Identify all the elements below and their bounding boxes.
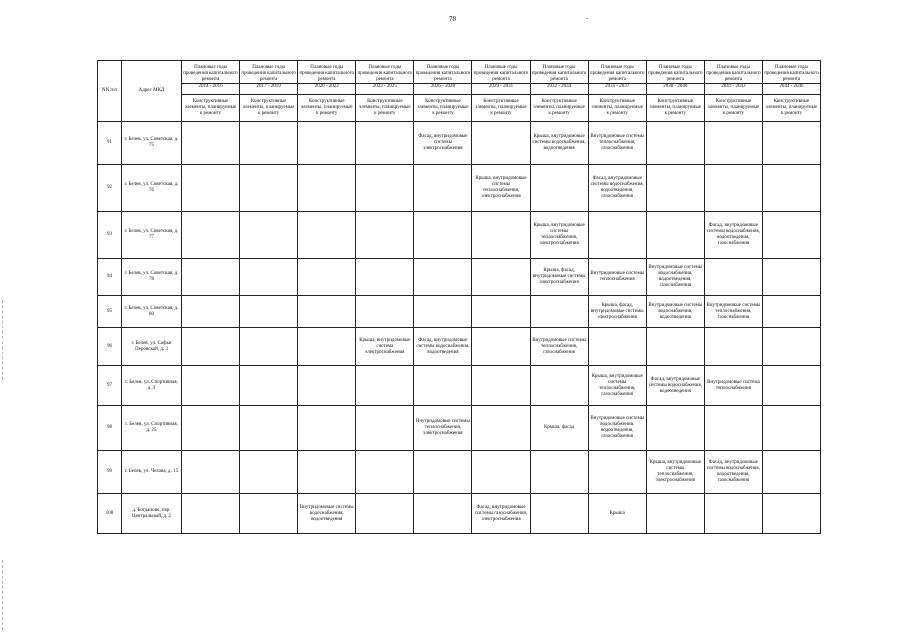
repair-cell: Фасад, внутридомовые системы газоснабжения, электроснабжения — [472, 494, 530, 534]
repair-cell — [646, 212, 704, 259]
row-address: г. Белев, ул. Советская, д. 77 — [122, 212, 182, 259]
table-row — [98, 212, 821, 259]
repair-cell: Внутридомовые системы теплоснабжения, газоснабжения — [704, 296, 762, 328]
period-years: 2014 - 2016 — [182, 83, 239, 90]
header-period — [762, 61, 820, 95]
header-period — [646, 61, 704, 95]
repair-cell — [182, 296, 240, 328]
repair-cell — [530, 296, 588, 328]
repair-cell — [472, 296, 530, 328]
repair-cell — [356, 165, 414, 212]
repair-cell — [240, 366, 298, 406]
repair-cell — [182, 366, 240, 406]
repair-cell — [298, 296, 356, 328]
period-label: Плановые годы проведения капитального ремонта — [531, 65, 587, 82]
repair-cell — [762, 122, 820, 165]
row-number: 98 — [98, 406, 122, 451]
repair-cell: Крыша, фасад, внутридомовые системы электроснабжения — [588, 296, 646, 328]
header-period — [240, 61, 298, 95]
header-elements: Конструктивные элементы, планируемые к ремонту — [588, 95, 646, 122]
row-address: г. Белев, ул. Чехова, д. 15 — [122, 451, 182, 494]
repair-cell — [530, 494, 588, 534]
repair-cell — [356, 366, 414, 406]
repair-cell — [472, 259, 530, 296]
repair-cell — [472, 328, 530, 366]
table-row — [98, 328, 821, 366]
row-address: г. Белев, ул. Софьи Перовской, д. 3 — [122, 328, 182, 366]
repair-cell — [704, 328, 762, 366]
repair-cell — [240, 451, 298, 494]
row-number: 99 — [98, 451, 122, 494]
row-number: 96 — [98, 328, 122, 366]
scan-edge — [2, 560, 4, 630]
header-elements: Конструктивные элементы, планируемые к ремонту — [414, 95, 472, 122]
repair-cell: Фасад, внутридомовые системы водоснабжения, водоотведения, газоснабжения — [704, 212, 762, 259]
repair-cell: Фасад, внутридомовые системы электроснабжения — [414, 122, 472, 165]
repair-cell — [762, 259, 820, 296]
repair-cell — [182, 406, 240, 451]
repair-cell — [298, 165, 356, 212]
repair-cell — [182, 212, 240, 259]
repair-cell: Внутридомовые система теплоснабжения — [704, 366, 762, 406]
repair-cell — [356, 122, 414, 165]
corner-mark: - — [586, 14, 589, 22]
period-years: 2038 - 2040 — [647, 83, 704, 90]
repair-cell — [472, 451, 530, 494]
repair-cell — [588, 212, 646, 259]
repair-cell — [762, 328, 820, 366]
period-years: 2029 - 2031 — [472, 83, 529, 90]
period-label: Плановые годы проведения капитального ремонта — [648, 65, 703, 82]
repair-cell — [298, 366, 356, 406]
repair-cell — [414, 259, 472, 296]
header-elements: Конструктивные элементы, планируемые к ремонту — [356, 95, 414, 122]
repair-cell: Крыша, внутридомовые системы теплоснабжения, электроснабжения — [530, 212, 588, 259]
table-row — [98, 296, 821, 328]
repair-cell: Крыша, внутридомовые системы теплоснабжения, газоснабжения — [588, 366, 646, 406]
repair-cell — [182, 494, 240, 534]
repair-cell: Крыша, внутридомовые системы теплоснабжения, электроснабжения — [472, 165, 530, 212]
repair-cell — [646, 494, 704, 534]
header-period — [588, 61, 646, 95]
repair-cell — [298, 451, 356, 494]
header-elements: Конструктивные элементы, планируемые к ремонту — [530, 95, 588, 122]
repair-cell — [762, 451, 820, 494]
table-row — [98, 165, 821, 212]
period-years: 2017 - 2019 — [240, 83, 297, 90]
row-number: 91 — [98, 122, 122, 165]
header-elements: Конструктивные элементы, планируемые к ремонту — [704, 95, 762, 122]
period-label: Плановые годы проведения капитального ремонта — [183, 65, 238, 82]
repair-cell: Внутридомовые системы водоснабжения, водоотведения, газоснабжения — [588, 406, 646, 451]
period-label: Плановые годы проведения капитального ремонта — [473, 65, 529, 82]
repair-cell — [356, 296, 414, 328]
repair-cell — [704, 259, 762, 296]
row-address: г. Белев, ул. Советская, д. 76 — [122, 165, 182, 212]
row-address: г. Белев, ул. Советская, д. 75 — [122, 122, 182, 165]
row-address: г. Белев, ул. Спортивная, д. 25 — [122, 406, 182, 451]
repair-cell — [762, 494, 820, 534]
repair-cell — [472, 212, 530, 259]
header-period — [530, 61, 588, 95]
page-number: 78 — [449, 15, 456, 23]
repair-cell: Крыша, внутридомовые система электроснабжения — [356, 328, 414, 366]
period-years: 2041 - 2043 — [705, 83, 762, 90]
table-row — [98, 122, 821, 165]
capital-repair-table — [97, 60, 821, 534]
repair-cell — [704, 494, 762, 534]
repair-cell — [240, 494, 298, 534]
repair-cell — [298, 122, 356, 165]
table-row — [98, 451, 821, 494]
repair-cell — [762, 406, 820, 451]
header-elements: Конструктивные элементы, планируемые к ремонту — [762, 95, 820, 122]
repair-cell — [472, 122, 530, 165]
repair-cell: Внутридомовые системы водоснабжения, водоотведения, газоснабжения — [646, 259, 704, 296]
repair-cell — [588, 451, 646, 494]
repair-cell — [356, 494, 414, 534]
period-label: Плановые годы проведения капитального ремонта — [764, 65, 819, 82]
row-number: 95 — [98, 296, 122, 328]
repair-cell — [414, 165, 472, 212]
header-period — [472, 61, 530, 95]
repair-cell: Фасад, внутридомовые системы водоснабжения, водоотведения, газоснабжения — [588, 165, 646, 212]
repair-cell — [414, 451, 472, 494]
repair-cell: Внутридомовые системы водоснабжения, водоотведения — [646, 296, 704, 328]
repair-cell — [240, 296, 298, 328]
repair-cell — [704, 122, 762, 165]
repair-cell — [240, 259, 298, 296]
table-row — [98, 406, 821, 451]
repair-cell — [182, 259, 240, 296]
period-label: Плановые годы проведения капитального ремонта — [589, 65, 645, 82]
row-number: 92 — [98, 165, 122, 212]
header-elements: Конструктивные элементы, планируемые к ремонту — [240, 95, 298, 122]
repair-cell — [588, 328, 646, 366]
period-years: 2035 - 2037 — [589, 83, 646, 90]
header-elements: Конструктивные элементы, планируемые к ремонту — [298, 95, 356, 122]
header-period — [704, 61, 762, 95]
repair-cell — [704, 165, 762, 212]
row-number: 93 — [98, 212, 122, 259]
repair-cell: Крыша, внутридомовые системы теплоснабжения, электроснабжения — [646, 451, 704, 494]
row-address: г. Белев, ул. Советская, д. 78 — [122, 259, 182, 296]
repair-cell — [414, 212, 472, 259]
row-number: 94 — [98, 259, 122, 296]
repair-cell — [646, 406, 704, 451]
repair-cell — [240, 212, 298, 259]
period-years: 2020 - 2022 — [298, 83, 355, 90]
period-label: Плановые годы проведения капитального ремонта — [299, 65, 355, 82]
row-number: 100 — [98, 494, 122, 534]
header-period — [182, 61, 240, 95]
repair-cell — [356, 451, 414, 494]
repair-cell — [472, 366, 530, 406]
repair-cell — [704, 406, 762, 451]
repair-cell — [298, 328, 356, 366]
repair-cell — [182, 451, 240, 494]
repair-cell — [182, 328, 240, 366]
header-elements: Конструктивные элементы, планируемые к ремонту — [182, 95, 240, 122]
header-period — [298, 61, 356, 95]
repair-cell — [762, 212, 820, 259]
repair-cell — [298, 259, 356, 296]
header-elements: Конструктивные элементы, планируемые к ремонту — [472, 95, 530, 122]
header-period — [414, 61, 472, 95]
repair-cell — [530, 366, 588, 406]
table-body — [98, 122, 821, 534]
row-number: 97 — [98, 366, 122, 406]
repair-cell — [240, 328, 298, 366]
period-years: 2044 - 2046 — [763, 83, 820, 90]
repair-cell — [762, 366, 820, 406]
repair-cell — [240, 165, 298, 212]
repair-cell — [356, 406, 414, 451]
repair-cell — [356, 259, 414, 296]
repair-cell — [530, 451, 588, 494]
table-row — [98, 259, 821, 296]
repair-cell — [414, 494, 472, 534]
repair-cell — [414, 296, 472, 328]
repair-cell: Крыша, фасад, внутридомовые системы электроснабжения — [530, 259, 588, 296]
header-num: NN п/п — [98, 61, 122, 122]
repair-cell: Фасад, внутридомовые системы водоснабжения, водоотведения — [646, 366, 704, 406]
row-address: д. Богданово, пер. Центральный, д. 2 — [122, 494, 182, 534]
repair-cell — [240, 122, 298, 165]
scan-edge — [2, 300, 4, 380]
row-address: г. Белев, ул. Советская, д. 80 — [122, 296, 182, 328]
repair-cell — [646, 328, 704, 366]
period-label: Плановые годы проведения капитального ремонта — [241, 65, 296, 82]
repair-cell — [762, 296, 820, 328]
period-label: Плановые годы проведения капитального ремонта — [357, 65, 413, 82]
header-elements: Конструктивные элементы, планируемые к ремонту — [646, 95, 704, 122]
repair-cell — [646, 122, 704, 165]
repair-cell — [298, 406, 356, 451]
repair-cell: Крыша, внутридомовые системы водоснабжения, водоотведения — [530, 122, 588, 165]
repair-cell: Крыша, фасад — [530, 406, 588, 451]
repair-cell — [298, 212, 356, 259]
header-address: Адрес МКД — [122, 61, 182, 122]
repair-cell: Внутридомовые системы теплоснабжения, электроснабжения — [414, 406, 472, 451]
header-row-elements — [98, 95, 821, 122]
row-address: г. Белев, ул. Спортивная, д. 3 — [122, 366, 182, 406]
repair-cell: Фасад, внутридомовые системы водоснабжения, водоотведения — [414, 328, 472, 366]
period-years: 2032 - 2034 — [531, 83, 588, 90]
repair-cell: Внутридомовые системы водоснабжения, водоотведения — [298, 494, 356, 534]
period-label: Плановые годы проведения капитального ремонта — [706, 65, 761, 82]
period-years: 2026 - 2028 — [414, 83, 471, 90]
header-row-periods — [98, 61, 821, 95]
repair-cell — [762, 165, 820, 212]
repair-cell — [356, 212, 414, 259]
repair-cell: Внутридомовые системы теплоснабжения — [588, 259, 646, 296]
repair-cell — [240, 406, 298, 451]
repair-cell — [414, 366, 472, 406]
period-years: 2023 - 2025 — [356, 83, 413, 90]
period-label: Плановые годы проведения капитального ремонта — [415, 65, 471, 82]
table-row — [98, 366, 821, 406]
repair-cell: Внутридомовые системы теплоснабжения, газоснабжения — [588, 122, 646, 165]
repair-cell — [182, 165, 240, 212]
repair-cell: Внутридомовые системы теплоснабжения, газоснабжения — [530, 328, 588, 366]
repair-cell — [472, 406, 530, 451]
repair-cell — [182, 122, 240, 165]
repair-cell — [530, 165, 588, 212]
header-period — [356, 61, 414, 95]
table-row — [98, 494, 821, 534]
repair-cell — [646, 165, 704, 212]
repair-cell: Крыша — [588, 494, 646, 534]
repair-cell: Фасад, внутридомовые системы водоснабжения, водоотведения, газоснабжения — [704, 451, 762, 494]
